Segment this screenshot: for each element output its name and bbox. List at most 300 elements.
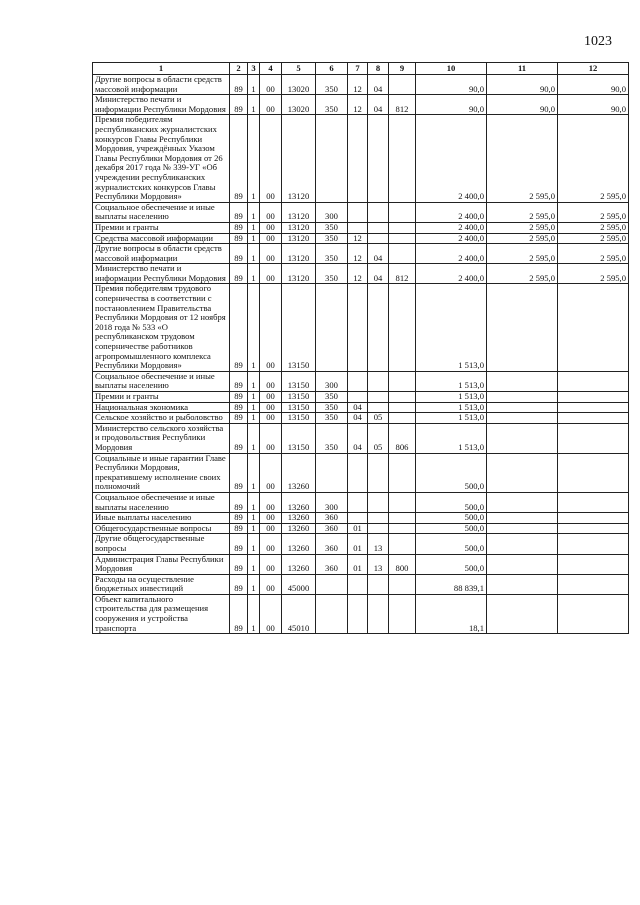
cell-amount-col-10: 1 513,0 xyxy=(416,423,487,453)
cell-col-3: 1 xyxy=(248,423,260,453)
cell-col-8: 04 xyxy=(368,244,389,264)
cell-col-9 xyxy=(389,453,416,492)
row-description: Премия победителям республиканских журналистских конкурсов Главы Республики Мордовия, учреждённых Указом Главы Республики Мордовия от 26 декабря 2017 года № 339-УГ «Об учреждении республиканских журналистских конкурсов Главы Республики Мордовия» xyxy=(93,115,230,202)
cell-amount-col-10: 2 400,0 xyxy=(416,233,487,244)
cell-col-2: 89 xyxy=(230,402,248,413)
cell-col-5: 13120 xyxy=(282,202,316,222)
cell-col-8 xyxy=(368,233,389,244)
cell-col-3: 1 xyxy=(248,202,260,222)
cell-col-4: 00 xyxy=(260,594,282,633)
cell-col-3: 1 xyxy=(248,75,260,95)
cell-amount-col-11: 2 595,0 xyxy=(487,264,558,284)
cell-col-9 xyxy=(389,534,416,554)
budget-table xyxy=(92,62,629,634)
cell-amount-col-11 xyxy=(487,413,558,424)
cell-col-6: 350 xyxy=(316,402,348,413)
cell-col-7: 04 xyxy=(348,402,368,413)
cell-col-8: 05 xyxy=(368,423,389,453)
cell-col-3: 1 xyxy=(248,492,260,512)
table-row xyxy=(93,523,629,534)
cell-col-2: 89 xyxy=(230,392,248,403)
cell-amount-col-11 xyxy=(487,284,558,371)
cell-amount-col-10: 1 513,0 xyxy=(416,413,487,424)
cell-col-2: 89 xyxy=(230,244,248,264)
cell-amount-col-10: 500,0 xyxy=(416,513,487,524)
cell-col-9 xyxy=(389,513,416,524)
cell-amount-col-12: 2 595,0 xyxy=(558,202,629,222)
cell-col-3: 1 xyxy=(248,554,260,574)
cell-col-5: 13120 xyxy=(282,264,316,284)
cell-col-2: 89 xyxy=(230,423,248,453)
cell-col-2: 89 xyxy=(230,284,248,371)
cell-col-9 xyxy=(389,75,416,95)
cell-col-6: 350 xyxy=(316,423,348,453)
cell-col-2: 89 xyxy=(230,523,248,534)
cell-col-4: 00 xyxy=(260,402,282,413)
cell-amount-col-10: 500,0 xyxy=(416,453,487,492)
cell-amount-col-11 xyxy=(487,554,558,574)
cell-col-6: 350 xyxy=(316,75,348,95)
cell-col-2: 89 xyxy=(230,492,248,512)
cell-amount-col-10: 2 400,0 xyxy=(416,115,487,202)
cell-col-4: 00 xyxy=(260,413,282,424)
cell-amount-col-12 xyxy=(558,534,629,554)
cell-col-4: 00 xyxy=(260,202,282,222)
row-description: Иные выплаты населению xyxy=(93,513,230,524)
cell-col-8: 13 xyxy=(368,554,389,574)
cell-col-8: 13 xyxy=(368,534,389,554)
table-row xyxy=(93,423,629,453)
cell-amount-col-12: 2 595,0 xyxy=(558,222,629,233)
cell-amount-col-12 xyxy=(558,492,629,512)
row-description: Социальное обеспечение и иные выплаты населению xyxy=(93,371,230,391)
row-description: Премии и гранты xyxy=(93,222,230,233)
cell-col-8 xyxy=(368,513,389,524)
cell-col-9: 800 xyxy=(389,554,416,574)
row-description: Другие вопросы в области средств массовой информации xyxy=(93,75,230,95)
cell-amount-col-10: 90,0 xyxy=(416,95,487,115)
table-row xyxy=(93,284,629,371)
cell-col-8 xyxy=(368,594,389,633)
cell-col-5: 13260 xyxy=(282,554,316,574)
cell-amount-col-11: 2 595,0 xyxy=(487,202,558,222)
row-description: Общегосударственные вопросы xyxy=(93,523,230,534)
cell-col-6: 360 xyxy=(316,513,348,524)
cell-col-6 xyxy=(316,284,348,371)
row-description: Национальная экономика xyxy=(93,402,230,413)
cell-amount-col-10: 2 400,0 xyxy=(416,264,487,284)
cell-col-5: 13150 xyxy=(282,413,316,424)
cell-col-6: 360 xyxy=(316,523,348,534)
cell-amount-col-10: 500,0 xyxy=(416,523,487,534)
cell-col-9 xyxy=(389,284,416,371)
cell-col-5: 13150 xyxy=(282,392,316,403)
cell-amount-col-10: 90,0 xyxy=(416,75,487,95)
cell-amount-col-11: 2 595,0 xyxy=(487,222,558,233)
cell-col-4: 00 xyxy=(260,574,282,594)
cell-col-4: 00 xyxy=(260,513,282,524)
cell-amount-col-10: 1 513,0 xyxy=(416,392,487,403)
cell-col-7 xyxy=(348,371,368,391)
cell-col-3: 1 xyxy=(248,513,260,524)
table-row xyxy=(93,534,629,554)
cell-col-7: 01 xyxy=(348,523,368,534)
table-row xyxy=(93,244,629,264)
cell-col-7 xyxy=(348,222,368,233)
cell-col-5: 13260 xyxy=(282,492,316,512)
table-row xyxy=(93,264,629,284)
cell-col-7: 12 xyxy=(348,233,368,244)
cell-col-2: 89 xyxy=(230,264,248,284)
cell-amount-col-11 xyxy=(487,523,558,534)
cell-amount-col-12 xyxy=(558,423,629,453)
table-row xyxy=(93,413,629,424)
row-description: Министерство печати и информации Республики Мордовия xyxy=(93,264,230,284)
cell-col-6: 300 xyxy=(316,492,348,512)
cell-col-6 xyxy=(316,115,348,202)
row-description: Сельское хозяйство и рыболовство xyxy=(93,413,230,424)
cell-col-3: 1 xyxy=(248,574,260,594)
cell-col-2: 89 xyxy=(230,554,248,574)
row-description: Премии и гранты xyxy=(93,392,230,403)
cell-col-6: 300 xyxy=(316,371,348,391)
cell-col-7 xyxy=(348,392,368,403)
cell-col-7: 12 xyxy=(348,244,368,264)
row-description: Средства массовой информации xyxy=(93,233,230,244)
row-description: Социальное обеспечение и иные выплаты населению xyxy=(93,492,230,512)
cell-col-6: 350 xyxy=(316,222,348,233)
cell-col-2: 89 xyxy=(230,95,248,115)
cell-col-2: 89 xyxy=(230,513,248,524)
cell-col-5: 13150 xyxy=(282,402,316,413)
cell-col-9: 812 xyxy=(389,95,416,115)
cell-amount-col-12 xyxy=(558,574,629,594)
cell-col-3: 1 xyxy=(248,523,260,534)
cell-col-2: 89 xyxy=(230,594,248,633)
cell-col-2: 89 xyxy=(230,202,248,222)
cell-col-7: 04 xyxy=(348,423,368,453)
cell-col-9 xyxy=(389,202,416,222)
cell-col-8: 04 xyxy=(368,75,389,95)
cell-col-8 xyxy=(368,492,389,512)
cell-col-4: 00 xyxy=(260,423,282,453)
cell-col-5: 45010 xyxy=(282,594,316,633)
table-row xyxy=(93,371,629,391)
table-header-row xyxy=(93,63,629,75)
cell-col-2: 89 xyxy=(230,222,248,233)
table-row xyxy=(93,513,629,524)
cell-amount-col-10: 2 400,0 xyxy=(416,244,487,264)
cell-col-7: 01 xyxy=(348,534,368,554)
cell-amount-col-11 xyxy=(487,594,558,633)
cell-col-5: 13260 xyxy=(282,534,316,554)
cell-col-6: 350 xyxy=(316,264,348,284)
cell-col-8 xyxy=(368,222,389,233)
cell-col-9 xyxy=(389,222,416,233)
cell-col-4: 00 xyxy=(260,492,282,512)
column-header: 12 xyxy=(558,63,629,75)
cell-col-7: 12 xyxy=(348,95,368,115)
cell-col-6: 360 xyxy=(316,534,348,554)
column-header: 3 xyxy=(248,63,260,75)
cell-amount-col-11 xyxy=(487,534,558,554)
column-header: 8 xyxy=(368,63,389,75)
cell-amount-col-10: 500,0 xyxy=(416,492,487,512)
cell-col-9 xyxy=(389,233,416,244)
cell-col-5: 13120 xyxy=(282,233,316,244)
row-description: Объект капитального строительства для размещения сооружения и устройства транспорта xyxy=(93,594,230,633)
row-description: Социальные и иные гарантии Главе Республики Мордовия, прекратившему исполнение своих полномочий xyxy=(93,453,230,492)
cell-amount-col-11: 90,0 xyxy=(487,95,558,115)
table-row xyxy=(93,233,629,244)
cell-amount-col-12: 2 595,0 xyxy=(558,264,629,284)
cell-amount-col-10: 500,0 xyxy=(416,534,487,554)
cell-col-8 xyxy=(368,574,389,594)
cell-col-7: 04 xyxy=(348,413,368,424)
cell-amount-col-10: 2 400,0 xyxy=(416,222,487,233)
cell-col-5: 13260 xyxy=(282,513,316,524)
cell-amount-col-10: 1 513,0 xyxy=(416,284,487,371)
cell-col-7 xyxy=(348,115,368,202)
cell-col-9 xyxy=(389,523,416,534)
cell-amount-col-12: 90,0 xyxy=(558,75,629,95)
cell-amount-col-11 xyxy=(487,453,558,492)
cell-col-5: 13120 xyxy=(282,115,316,202)
cell-col-8 xyxy=(368,371,389,391)
cell-col-2: 89 xyxy=(230,115,248,202)
cell-col-8 xyxy=(368,392,389,403)
cell-amount-col-12 xyxy=(558,402,629,413)
cell-col-7: 12 xyxy=(348,264,368,284)
cell-col-6: 350 xyxy=(316,413,348,424)
cell-col-4: 00 xyxy=(260,115,282,202)
cell-col-6: 360 xyxy=(316,554,348,574)
cell-amount-col-12: 2 595,0 xyxy=(558,244,629,264)
cell-col-6: 350 xyxy=(316,244,348,264)
cell-col-4: 00 xyxy=(260,75,282,95)
cell-col-7: 12 xyxy=(348,75,368,95)
cell-col-4: 00 xyxy=(260,222,282,233)
cell-amount-col-12 xyxy=(558,523,629,534)
column-header: 9 xyxy=(389,63,416,75)
table-row xyxy=(93,202,629,222)
cell-col-7 xyxy=(348,574,368,594)
cell-col-3: 1 xyxy=(248,392,260,403)
cell-col-3: 1 xyxy=(248,371,260,391)
cell-col-7 xyxy=(348,513,368,524)
column-header: 4 xyxy=(260,63,282,75)
cell-col-2: 89 xyxy=(230,233,248,244)
cell-col-5: 13260 xyxy=(282,523,316,534)
cell-col-2: 89 xyxy=(230,75,248,95)
cell-col-4: 00 xyxy=(260,264,282,284)
cell-col-3: 1 xyxy=(248,95,260,115)
cell-amount-col-11 xyxy=(487,402,558,413)
column-header: 10 xyxy=(416,63,487,75)
cell-col-3: 1 xyxy=(248,284,260,371)
cell-col-3: 1 xyxy=(248,244,260,264)
cell-col-6 xyxy=(316,574,348,594)
cell-amount-col-11 xyxy=(487,513,558,524)
cell-col-7 xyxy=(348,284,368,371)
table-row xyxy=(93,574,629,594)
cell-col-9: 812 xyxy=(389,264,416,284)
cell-col-2: 89 xyxy=(230,574,248,594)
cell-amount-col-12 xyxy=(558,284,629,371)
cell-col-8 xyxy=(368,402,389,413)
column-header: 5 xyxy=(282,63,316,75)
cell-amount-col-12 xyxy=(558,513,629,524)
cell-amount-col-12 xyxy=(558,413,629,424)
cell-col-8 xyxy=(368,115,389,202)
cell-col-4: 00 xyxy=(260,284,282,371)
cell-amount-col-12 xyxy=(558,554,629,574)
cell-amount-col-11: 2 595,0 xyxy=(487,233,558,244)
cell-col-5: 13150 xyxy=(282,371,316,391)
cell-amount-col-10: 1 513,0 xyxy=(416,402,487,413)
cell-col-3: 1 xyxy=(248,264,260,284)
row-description: Министерство печати и информации Республики Мордовия xyxy=(93,95,230,115)
cell-amount-col-11 xyxy=(487,492,558,512)
cell-col-5: 13020 xyxy=(282,95,316,115)
cell-col-4: 00 xyxy=(260,534,282,554)
cell-col-9 xyxy=(389,492,416,512)
cell-col-4: 00 xyxy=(260,554,282,574)
cell-col-5: 13120 xyxy=(282,244,316,264)
cell-col-8 xyxy=(368,453,389,492)
cell-col-5: 13120 xyxy=(282,222,316,233)
table-row xyxy=(93,492,629,512)
cell-col-6: 350 xyxy=(316,233,348,244)
cell-amount-col-12 xyxy=(558,392,629,403)
cell-amount-col-11 xyxy=(487,371,558,391)
cell-col-3: 1 xyxy=(248,233,260,244)
cell-col-4: 00 xyxy=(260,392,282,403)
page-number: 1023 xyxy=(584,34,612,49)
cell-col-7 xyxy=(348,202,368,222)
cell-col-6: 350 xyxy=(316,95,348,115)
cell-amount-col-12: 2 595,0 xyxy=(558,115,629,202)
cell-amount-col-12 xyxy=(558,594,629,633)
cell-col-7: 01 xyxy=(348,554,368,574)
cell-col-6 xyxy=(316,594,348,633)
cell-col-8: 05 xyxy=(368,413,389,424)
column-header: 7 xyxy=(348,63,368,75)
cell-col-5: 13020 xyxy=(282,75,316,95)
cell-amount-col-10: 88 839,1 xyxy=(416,574,487,594)
cell-col-6 xyxy=(316,453,348,492)
cell-col-2: 89 xyxy=(230,534,248,554)
column-header: 6 xyxy=(316,63,348,75)
table-row xyxy=(93,453,629,492)
table-row xyxy=(93,554,629,574)
cell-amount-col-10: 1 513,0 xyxy=(416,371,487,391)
row-description: Администрация Главы Республики Мордовия xyxy=(93,554,230,574)
row-description: Министерство сельского хозяйства и продовольствия Республики Мордовия xyxy=(93,423,230,453)
cell-col-9 xyxy=(389,392,416,403)
row-description: Другие общегосударственные вопросы xyxy=(93,534,230,554)
table-row xyxy=(93,75,629,95)
table-row xyxy=(93,392,629,403)
cell-col-4: 00 xyxy=(260,95,282,115)
cell-col-8: 04 xyxy=(368,95,389,115)
cell-col-2: 89 xyxy=(230,371,248,391)
cell-col-2: 89 xyxy=(230,453,248,492)
cell-amount-col-11: 2 595,0 xyxy=(487,115,558,202)
cell-col-8: 04 xyxy=(368,264,389,284)
cell-col-4: 00 xyxy=(260,371,282,391)
column-header: 2 xyxy=(230,63,248,75)
cell-amount-col-10: 2 400,0 xyxy=(416,202,487,222)
cell-col-7 xyxy=(348,492,368,512)
table-row xyxy=(93,402,629,413)
cell-amount-col-12 xyxy=(558,371,629,391)
cell-col-3: 1 xyxy=(248,594,260,633)
cell-col-3: 1 xyxy=(248,413,260,424)
cell-col-8 xyxy=(368,202,389,222)
cell-amount-col-11 xyxy=(487,423,558,453)
cell-col-3: 1 xyxy=(248,115,260,202)
cell-col-4: 00 xyxy=(260,523,282,534)
cell-col-8 xyxy=(368,284,389,371)
cell-col-5: 13150 xyxy=(282,423,316,453)
cell-col-4: 00 xyxy=(260,233,282,244)
table-row xyxy=(93,222,629,233)
cell-amount-col-12: 2 595,0 xyxy=(558,233,629,244)
table-row xyxy=(93,594,629,633)
cell-amount-col-10: 500,0 xyxy=(416,554,487,574)
cell-amount-col-11 xyxy=(487,574,558,594)
cell-col-4: 00 xyxy=(260,244,282,264)
table-row xyxy=(93,95,629,115)
cell-col-9 xyxy=(389,574,416,594)
cell-col-6: 300 xyxy=(316,202,348,222)
cell-col-9 xyxy=(389,402,416,413)
cell-col-4: 00 xyxy=(260,453,282,492)
cell-col-7 xyxy=(348,453,368,492)
cell-col-9 xyxy=(389,594,416,633)
cell-col-9 xyxy=(389,244,416,264)
cell-amount-col-12 xyxy=(558,453,629,492)
cell-amount-col-11 xyxy=(487,392,558,403)
row-description: Социальное обеспечение и иные выплаты населению xyxy=(93,202,230,222)
cell-col-3: 1 xyxy=(248,222,260,233)
cell-col-8 xyxy=(368,523,389,534)
cell-col-5: 45000 xyxy=(282,574,316,594)
cell-amount-col-10: 18,1 xyxy=(416,594,487,633)
cell-amount-col-11: 90,0 xyxy=(487,75,558,95)
row-description: Премия победителям трудового соперничества в соответствии с постановлением Правительства Республики Мордовия от 12 ноября 2018 года № 533 «О республиканском трудовом соперничестве работников агропромышленного комплекса Республики Мордовия» xyxy=(93,284,230,371)
cell-col-9 xyxy=(389,413,416,424)
cell-col-5: 13150 xyxy=(282,284,316,371)
row-description: Расходы на осуществление бюджетных инвестиций xyxy=(93,574,230,594)
cell-col-5: 13260 xyxy=(282,453,316,492)
cell-col-6: 350 xyxy=(316,392,348,403)
cell-col-3: 1 xyxy=(248,534,260,554)
cell-col-3: 1 xyxy=(248,402,260,413)
cell-amount-col-11: 2 595,0 xyxy=(487,244,558,264)
cell-col-9 xyxy=(389,371,416,391)
row-description: Другие вопросы в области средств массовой информации xyxy=(93,244,230,264)
table-body xyxy=(93,75,629,634)
column-header: 11 xyxy=(487,63,558,75)
cell-col-9: 806 xyxy=(389,423,416,453)
cell-col-7 xyxy=(348,594,368,633)
cell-col-2: 89 xyxy=(230,413,248,424)
cell-col-9 xyxy=(389,115,416,202)
cell-amount-col-12: 90,0 xyxy=(558,95,629,115)
cell-col-3: 1 xyxy=(248,453,260,492)
